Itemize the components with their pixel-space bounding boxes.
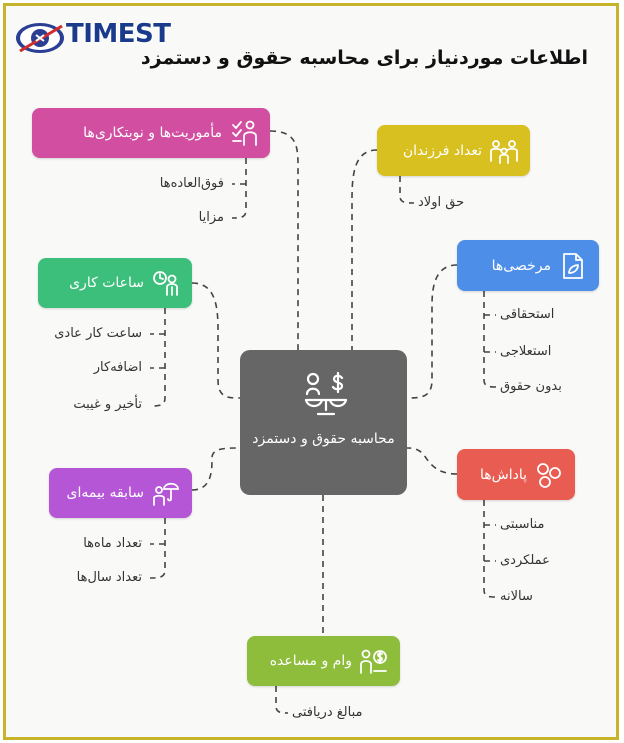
sub-missions: [232, 158, 246, 218]
sub-missions-1: فوق‌العاده‌ها: [159, 176, 224, 191]
clock-person-icon: [152, 269, 180, 297]
center-label: محاسبه حقوق و دستمزد: [252, 431, 395, 447]
sub-bonuses-2: عملکردی: [500, 553, 550, 568]
node-leave-label: مرخصی‌ها: [491, 257, 551, 274]
coins-icon: [535, 461, 563, 489]
node-missions-label: مأموریت‌ها و نوبتکاری‌ها: [83, 125, 222, 141]
sub-hours-1: ساعت کار عادی: [54, 326, 142, 341]
sub-children-1: حق اولاد: [418, 195, 465, 210]
checklist-person-icon: [230, 119, 258, 147]
sub-insurance-2: تعداد سال‌ها: [76, 570, 142, 585]
logo-text: TIMEST: [66, 19, 171, 49]
node-leave: [457, 240, 599, 291]
node-missions: [32, 108, 270, 158]
node-bonuses: [457, 449, 575, 500]
node-hours: [38, 258, 192, 308]
branch-hours: [192, 283, 240, 398]
node-children: [377, 125, 530, 176]
scale-dollar-icon: [300, 370, 352, 418]
branch-leave: [407, 265, 457, 398]
sub-bonuses-1: مناسبتی: [500, 517, 545, 532]
sub-hours-2: اضافه‌کار: [93, 360, 142, 375]
sub-leave-1: استحقاقی: [500, 307, 555, 322]
node-bonuses-label: پاداش‌ها: [479, 466, 527, 483]
sub-insurance: [150, 518, 165, 578]
node-insurance: [49, 468, 192, 518]
branch-insurance: [192, 448, 240, 490]
person-coin-icon: [360, 647, 388, 675]
sub-insurance-1: تعداد ماه‌ها: [83, 536, 142, 551]
sub-leave: [484, 291, 496, 387]
node-loans: [247, 636, 400, 686]
family-icon: [490, 137, 518, 165]
sub-hours-3: تأخیر و غیبت: [73, 397, 142, 412]
page-title: اطلاعات موردنیاز برای محاسبه حقوق و دستمزد: [140, 47, 588, 69]
center-node: [240, 350, 407, 495]
node-children-label: تعداد فرزندان: [402, 142, 482, 159]
node-insurance-label: سابقه بیمه‌ای: [66, 485, 144, 501]
sub-bonuses: [484, 500, 496, 597]
sub-children: [400, 176, 414, 203]
umbrella-person-icon: [152, 479, 180, 507]
branch-children: [352, 150, 377, 350]
sub-loans: [276, 686, 288, 713]
sub-bonuses-3: سالانه: [500, 589, 533, 604]
sub-hours: [150, 308, 165, 406]
sub-loans-1: مبالغ دریافتی: [292, 705, 363, 720]
sub-leave-2: استعلاجی: [500, 344, 552, 359]
node-loans-label: وام و مساعده: [269, 653, 352, 669]
node-hours-label: ساعات کاری: [69, 275, 144, 291]
sub-leave-3: بدون حقوق: [500, 379, 562, 394]
branch-missions: [270, 131, 298, 350]
document-leaf-icon: [559, 252, 587, 280]
sub-missions-2: مزایا: [198, 210, 224, 225]
branch-bonuses: [407, 448, 457, 474]
